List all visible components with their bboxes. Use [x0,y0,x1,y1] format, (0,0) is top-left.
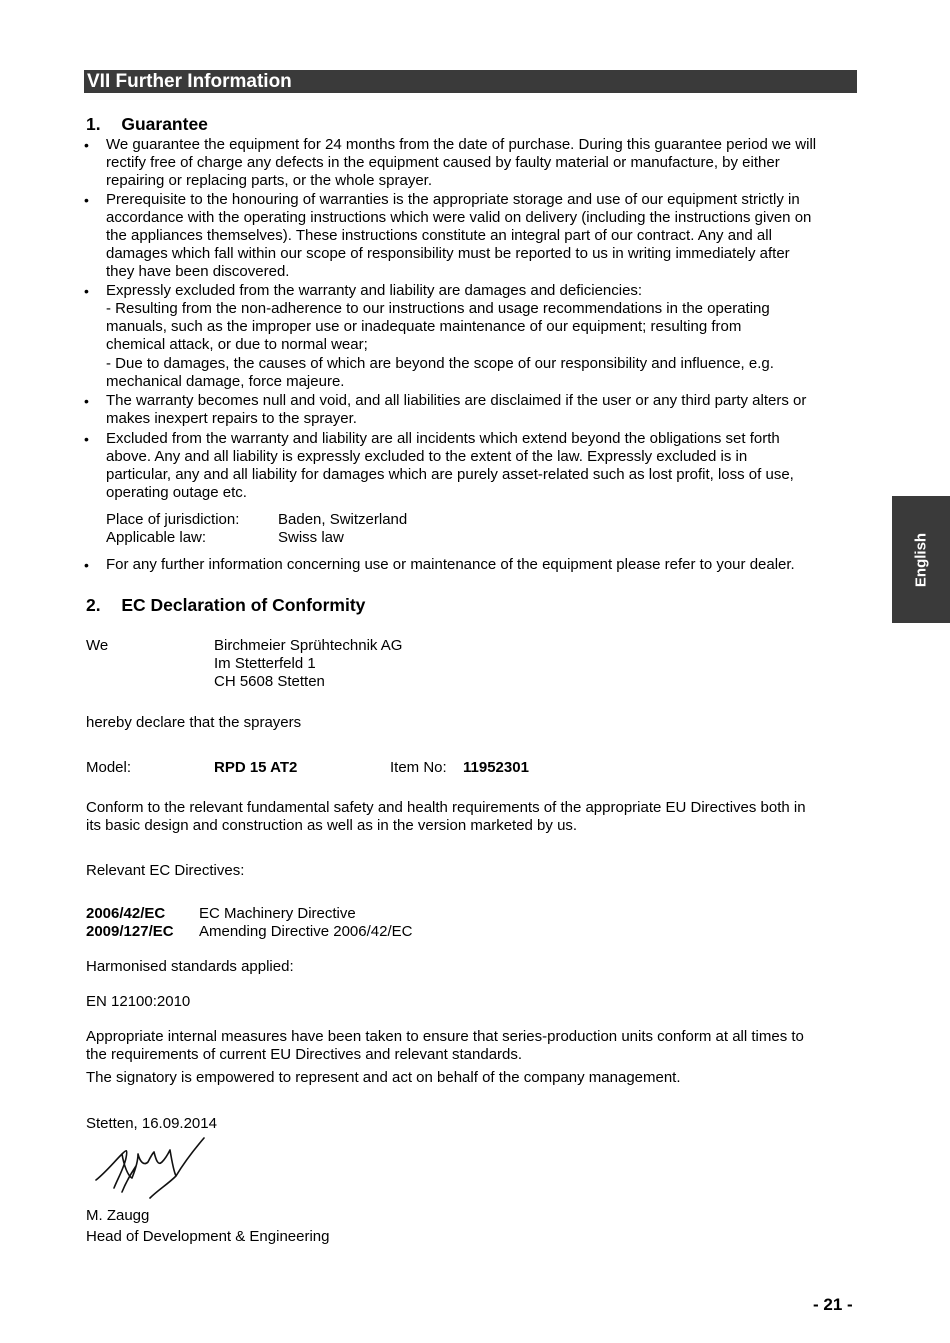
guarantee-b5-line: Excluded from the warranty and liability are all incidents which extend beyond the obligations set forth [106,430,780,447]
bullet-icon: • [84,283,89,299]
guarantee-number: 1. [86,114,101,134]
guarantee-b3-line: - Due to damages, the causes of which are beyond the scope of our responsibility and influence, e.g. [106,355,774,372]
harmonised-label: Harmonised standards applied: [86,958,294,975]
directive-code: 2009/127/EC [86,923,174,940]
item-label: Item No: [390,759,447,776]
bullet-icon: • [84,137,89,153]
guarantee-b3-line: Expressly excluded from the warranty and liability are damages and deficiencies: [106,282,643,299]
declaration-number: 2. [86,595,101,615]
guarantee-b1-line: repairing or replacing parts, or the whole sprayer. [106,172,433,189]
signer-title: Head of Development & Engineering [86,1228,330,1245]
bullet-icon: • [84,393,89,409]
standard-value: EN 12100:2010 [86,993,191,1010]
model-value: RPD 15 AT2 [214,759,298,776]
declaration-heading [86,595,365,616]
declaration-title: EC Declaration of Conformity [121,595,366,615]
guarantee-b5-line: particular, any and all liability for damages which are purely asset-related such as lost profit, loss of use, [106,466,794,483]
we-label: We [86,637,109,654]
signature-image [92,1132,222,1204]
address-line: CH 5608 Stetten [214,673,325,690]
directive-desc: EC Machinery Directive [199,905,356,922]
section-title: VII Further Information [84,70,857,93]
guarantee-b1-line: rectify free of charge any defects in the equipment caused by faulty material or manufacture, by either [106,154,780,171]
bullet-icon: • [84,431,89,447]
guarantee-b5-line: above. Any and all liability is expressly excluded to the extent of the law. Expressly excluded is in [106,448,748,465]
address-line: Im Stetterfeld 1 [214,655,316,672]
model-label: Model: [86,759,132,776]
address-line: Birchmeier Sprühtechnik AG [214,637,403,654]
guarantee-b4-line: The warranty becomes null and void, and all liabilities are disclaimed if the user or any third party alters or [106,392,807,409]
guarantee-heading [86,114,208,135]
guarantee-b2-line: the appliances themselves). These instructions constitute an integral part of our contract. Any and all [106,227,772,244]
guarantee-b2-line: damages which fall within our scope of responsibility must be reported to us in writing immediately after [106,245,790,262]
guarantee-b2-line: accordance with the operating instructions which were valid on delivery (including the instructions given on [106,209,812,226]
directive-desc: Amending Directive 2006/42/EC [199,923,413,940]
guarantee-b3-line: chemical attack, or due to normal wear; [106,336,368,353]
guarantee-b2-line: they have been discovered. [106,263,290,280]
guarantee-b1-line: We guarantee the equipment for 24 months from the date of purchase. During this guarantee period we will [106,136,817,153]
measures-line: the requirements of current EU Directives and relevant standards. [86,1046,523,1063]
guarantee-b3-line: mechanical damage, force majeure. [106,373,345,390]
law-label: Applicable law: [106,529,207,546]
hereby-text: hereby declare that the sprayers [86,714,302,731]
guarantee-title: Guarantee [121,114,208,134]
measures-line: Appropriate internal measures have been taken to ensure that series-production units conform at all times to [86,1028,804,1045]
item-value: 11952301 [463,759,529,776]
guarantee-b5-line: operating outage etc. [106,484,247,501]
jurisdiction-value: Baden, Switzerland [278,511,408,528]
guarantee-b3-line: - Resulting from the non-adherence to our instructions and usage recommendations in the operating [106,300,770,317]
language-tab [892,496,950,623]
guarantee-b3-line: manuals, such as the improper use or inadequate maintenance of our equipment; resulting from [106,318,742,335]
guarantee-b4-line: makes inexpert repairs to the sprayer. [106,410,357,427]
signatory-text: The signatory is empowered to represent and act on behalf of the company management. [86,1069,681,1086]
page-number: - 21 - [813,1295,853,1314]
relevant-directives-label: Relevant EC Directives: [86,862,245,879]
guarantee-b2-line: Prerequisite to the honouring of warranties is the appropriate storage and use of our equipment strictly in [106,191,800,208]
law-value: Swiss law [278,529,344,546]
conform-line: its basic design and construction as well as in the version marketed by us. [86,817,578,834]
signer-name: M. Zaugg [86,1207,150,1224]
place-date: Stetten, 16.09.2014 [86,1115,217,1132]
directive-code: 2006/42/EC [86,905,166,922]
bullet-icon: • [84,192,89,208]
bullet-icon: • [84,557,89,573]
guarantee-b6-line: For any further information concerning use or maintenance of the equipment please refer to your dealer. [106,556,795,573]
conform-line: Conform to the relevant fundamental safety and health requirements of the appropriate EU Directives both in [86,799,806,816]
language-tab-label: English [912,532,930,587]
jurisdiction-label: Place of jurisdiction: [106,511,240,528]
